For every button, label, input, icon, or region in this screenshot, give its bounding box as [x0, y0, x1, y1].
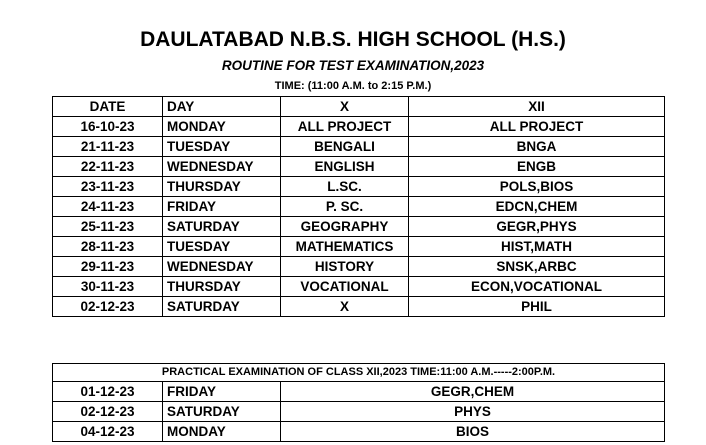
date-cell: 28-11-23 [53, 237, 163, 257]
day-cell: SATURDAY [163, 297, 281, 317]
date-cell: 29-11-23 [53, 257, 163, 277]
date-cell: 22-11-23 [53, 157, 163, 177]
class-xii-subject-cell: HIST,MATH [409, 237, 665, 257]
date-cell: 30-11-23 [53, 277, 163, 297]
date-cell: 04-12-23 [53, 422, 163, 442]
class-x-subject-cell: ALL PROJECT [281, 117, 409, 137]
class-x-subject-cell: GEOGRAPHY [281, 217, 409, 237]
day-cell: WEDNESDAY [163, 257, 281, 277]
routine-header-row [53, 97, 665, 117]
school-name: DAULATABAD N.B.S. HIGH SCHOOL (H.S.) [140, 28, 566, 51]
table-row [53, 177, 665, 197]
practical-header-row [53, 364, 665, 382]
practical-table [52, 363, 665, 442]
date-cell: 21-11-23 [53, 137, 163, 157]
table-row [53, 277, 665, 297]
day-cell: MONDAY [163, 117, 281, 137]
day-column-header: DAY [163, 97, 281, 117]
day-cell: TUESDAY [163, 137, 281, 157]
table-row [53, 297, 665, 317]
day-cell: FRIDAY [163, 382, 281, 402]
class-xii-subject-cell: PHIL [409, 297, 665, 317]
table-row [53, 217, 665, 237]
class-xii-subject-cell: BNGA [409, 137, 665, 157]
table-row [53, 117, 665, 137]
class-xii-subject-cell: GEGR,PHYS [409, 217, 665, 237]
date-cell: 24-11-23 [53, 197, 163, 217]
day-cell: SATURDAY [163, 217, 281, 237]
class-xii-subject-cell: ALL PROJECT [409, 117, 665, 137]
table-row [53, 157, 665, 177]
date-cell: 16-10-23 [53, 117, 163, 137]
day-cell: THURSDAY [163, 277, 281, 297]
class-x-subject-cell: HISTORY [281, 257, 409, 277]
practical-heading: PRACTICAL EXAMINATION OF CLASS XII,2023 TIME:11:00 A.M.-----2:00P.M. [53, 364, 665, 382]
table-row [53, 137, 665, 157]
date-cell: 23-11-23 [53, 177, 163, 197]
class-x-subject-cell: BENGALI [281, 137, 409, 157]
date-column-header: DATE [53, 97, 163, 117]
routine-subtitle: ROUTINE FOR TEST EXAMINATION,2023 [221, 58, 485, 73]
table-row [53, 382, 665, 402]
date-cell: 01-12-23 [53, 382, 163, 402]
table-row [53, 257, 665, 277]
date-cell: 02-12-23 [53, 402, 163, 422]
table-row [53, 237, 665, 257]
table-row [53, 402, 665, 422]
class-xii-subject-cell: POLS,BIOS [409, 177, 665, 197]
class-xii-subject-cell: ECON,VOCATIONAL [409, 277, 665, 297]
class-x-subject-cell: VOCATIONAL [281, 277, 409, 297]
practical-subjects-cell: PHYS [281, 402, 665, 422]
table-row [53, 422, 665, 442]
class-xii-column-header: XII [409, 97, 665, 117]
class-xii-subject-cell: SNSK,ARBC [409, 257, 665, 277]
class-x-subject-cell: P. SC. [281, 197, 409, 217]
practical-subjects-cell: GEGR,CHEM [281, 382, 665, 402]
day-cell: FRIDAY [163, 197, 281, 217]
class-x-subject-cell: MATHEMATICS [281, 237, 409, 257]
practical-subjects-cell: BIOS [281, 422, 665, 442]
day-cell: TUESDAY [163, 237, 281, 257]
class-x-subject-cell: L.SC. [281, 177, 409, 197]
class-x-subject-cell: X [281, 297, 409, 317]
class-xii-subject-cell: EDCN,CHEM [409, 197, 665, 217]
table-row [53, 197, 665, 217]
date-cell: 02-12-23 [53, 297, 163, 317]
day-cell: SATURDAY [163, 402, 281, 422]
class-x-subject-cell: ENGLISH [281, 157, 409, 177]
day-cell: WEDNESDAY [163, 157, 281, 177]
class-xii-subject-cell: ENGB [409, 157, 665, 177]
routine-table [52, 96, 665, 317]
class-x-column-header: X [281, 97, 409, 117]
exam-time: TIME: (11:00 A.M. to 2:15 P.M.) [274, 80, 432, 92]
date-cell: 25-11-23 [53, 217, 163, 237]
day-cell: THURSDAY [163, 177, 281, 197]
day-cell: MONDAY [163, 422, 281, 442]
